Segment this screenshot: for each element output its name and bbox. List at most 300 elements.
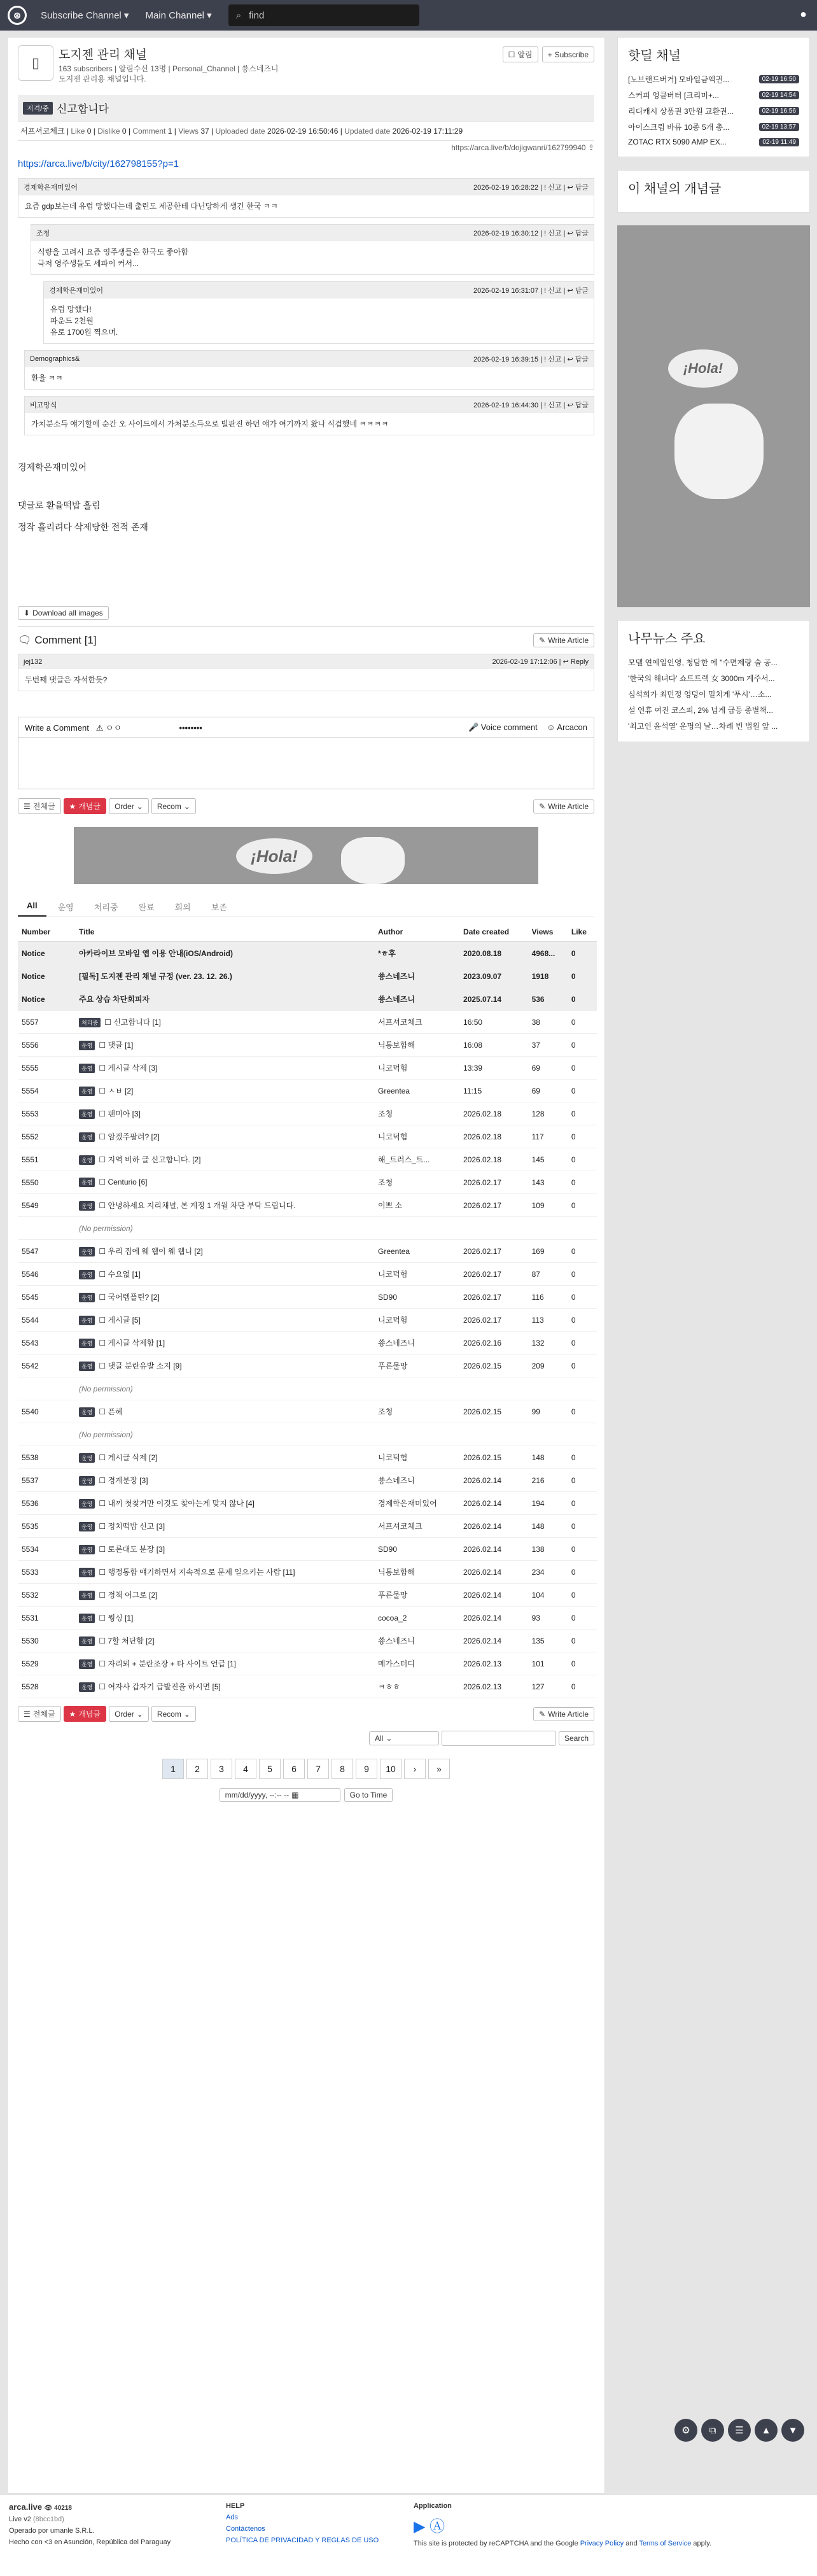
row-number: Notice <box>18 965 75 988</box>
row-title[interactable]: 신고합니다 [1] <box>113 1018 161 1027</box>
channel-owner[interactable]: 쑝스네즈니 <box>241 64 279 73</box>
page-button[interactable]: › <box>404 1759 426 1779</box>
hotdeal-item[interactable] <box>628 103 799 119</box>
pagination <box>8 1759 604 1779</box>
row-title-cell[interactable] <box>75 1217 374 1240</box>
row-title-cell[interactable] <box>75 1148 374 1171</box>
row-number: 5554 <box>18 1080 75 1102</box>
table-row[interactable] <box>18 1034 597 1057</box>
row-title[interactable]: Centurio [6] <box>108 1178 148 1186</box>
page-button[interactable]: 4 <box>235 1759 256 1779</box>
table-row[interactable] <box>18 1515 597 1538</box>
row-author[interactable]: 서프셔코체크 <box>374 1011 459 1034</box>
row-author[interactable]: 이쁘 소 <box>374 1194 459 1217</box>
comment-author[interactable]: jej132 <box>24 658 43 666</box>
calendar-icon: ▦ <box>291 1791 299 1799</box>
footer-ads-link[interactable]: Ads <box>226 2514 238 2521</box>
row-title-cell[interactable] <box>75 1584 374 1607</box>
row-author[interactable]: 쑝스네즈니 <box>374 965 459 988</box>
hotdeal-time: 02-19 13:57 <box>759 123 799 131</box>
hotdeal-item[interactable] <box>628 119 799 135</box>
go-to-time-button[interactable]: Go to Time <box>344 1788 393 1802</box>
comments-title: 🗨 Comment [1] <box>18 634 97 646</box>
row-likes: 0 <box>568 1057 597 1080</box>
news-item[interactable]: 심석희가 최민정 엉덩이 밀치게 '푸시'…소... <box>628 690 772 699</box>
bottom-search-button[interactable]: Search <box>559 1731 594 1745</box>
footer-contact-link[interactable]: Contáctenos <box>226 2525 265 2533</box>
comment-reply-button[interactable]: ↩ Reply <box>562 658 589 666</box>
row-title[interactable]: 암겠주팔려? [2] <box>108 1132 160 1141</box>
search-input[interactable] <box>228 4 419 26</box>
row-likes: 0 <box>568 1446 597 1469</box>
tab-2[interactable]: 처리중 <box>94 903 118 912</box>
arca-logo-icon[interactable]: ⊛ <box>8 6 27 25</box>
row-title-cell[interactable] <box>75 1492 374 1515</box>
article-short-url[interactable] <box>18 143 594 152</box>
page-button[interactable]: 9 <box>356 1759 377 1779</box>
write-article-button[interactable]: ✎ Write Article <box>533 633 594 647</box>
row-title[interactable]: 자리뫼 + 분란조장 + 타 사이트 언급 [1] <box>108 1659 236 1668</box>
embedded-comment-author[interactable]: 비고망식 <box>30 402 57 409</box>
row-views: 209 <box>528 1355 568 1377</box>
subscribe-channel-menu[interactable]: Subscribe Channel ▾ <box>41 10 129 21</box>
row-title[interactable]: [필독] 도지젠 관리 채널 규정 (ver. 23. 12. 26.) <box>79 972 232 981</box>
row-title-cell[interactable] <box>75 1080 374 1102</box>
image-icon: ☐ <box>99 1339 108 1348</box>
table-row[interactable] <box>18 1332 597 1355</box>
channel-info <box>8 38 604 88</box>
row-author[interactable]: 니코덕험 <box>374 1446 459 1469</box>
person-icon[interactable]: ● <box>800 8 807 20</box>
embedded-comment-author[interactable]: 경제학은재미있어 <box>24 184 78 192</box>
settings-gear-icon[interactable]: ⚙ <box>674 2419 697 2442</box>
row-title-cell[interactable] <box>75 988 374 1011</box>
row-title[interactable]: ㅅㅂ [2] <box>108 1087 134 1095</box>
row-category-badge: 운영 <box>79 1270 95 1279</box>
ad-banner[interactable] <box>74 827 538 884</box>
row-title[interactable]: 게시글 삭제 [3] <box>108 1064 158 1073</box>
row-author[interactable]: 닉통보합해 <box>374 1561 459 1584</box>
recom-select-b[interactable]: Recom ⌄ <box>151 1706 196 1722</box>
table-row[interactable] <box>18 1584 597 1607</box>
row-title-cell[interactable] <box>75 1469 374 1492</box>
row-title-cell[interactable] <box>75 1034 374 1057</box>
best-title[interactable]: 이 채널의 개념글 <box>628 182 722 196</box>
hotdeal-title[interactable]: 핫딜 채널 <box>628 49 681 63</box>
row-number: 5544 <box>18 1309 75 1332</box>
row-title[interactable]: 안녕하세요 지리채널, 본 계정 1 개월 차단 부탁 드립니다. <box>108 1201 296 1210</box>
tab-0[interactable]: All <box>18 897 46 917</box>
row-title-cell[interactable] <box>75 1057 374 1080</box>
row-author[interactable]: 닉통보합해 <box>374 1034 459 1057</box>
table-row[interactable] <box>18 1263 597 1286</box>
row-author[interactable]: 니코덕험 <box>374 1263 459 1286</box>
comment-textarea[interactable] <box>18 738 594 789</box>
row-author[interactable]: 쑝스네즈니 <box>374 1629 459 1652</box>
row-title[interactable]: 정치떡밥 신고 [3] <box>108 1522 165 1531</box>
report-button[interactable]: 신고 <box>548 356 562 363</box>
row-title[interactable]: 픈헤 <box>108 1407 123 1416</box>
row-author[interactable]: 경제학은재미있어 <box>374 1492 459 1515</box>
password-input[interactable]: •••••••• <box>179 723 202 733</box>
page-button[interactable]: 6 <box>283 1759 305 1779</box>
page-button[interactable]: 1 <box>162 1759 184 1779</box>
embedded-comment-time: 2026-02-19 16:44:30 <box>473 402 539 409</box>
row-likes: 0 <box>568 1080 597 1102</box>
date-placeholder: mm/dd/yyyy, --:-- -- <box>225 1791 290 1799</box>
copy-icon[interactable]: ⧉ <box>701 2419 724 2442</box>
row-author[interactable]: SD90 <box>374 1538 459 1561</box>
row-title[interactable]: 댓글 [1] <box>108 1041 134 1050</box>
row-title-cell[interactable] <box>75 1286 374 1309</box>
hotdeal-item[interactable] <box>628 71 799 87</box>
row-views: 145 <box>528 1148 568 1171</box>
row-title-cell[interactable] <box>75 1263 374 1286</box>
row-views: 169 <box>528 1240 568 1263</box>
page-button[interactable]: 5 <box>259 1759 281 1779</box>
row-title-cell[interactable] <box>75 1561 374 1584</box>
voice-comment-button[interactable]: Voice comment <box>480 722 538 732</box>
news-item[interactable]: 모델 연예일인영, 청담한 에 "수면제랑 술 공... <box>628 658 778 667</box>
row-date: 2026.02.17 <box>459 1309 528 1332</box>
main-content <box>7 37 605 2494</box>
tab-3[interactable]: 완료 <box>138 903 155 912</box>
captcha-icon: ⚠ <box>95 723 104 733</box>
row-author[interactable]: Greentea <box>374 1240 459 1263</box>
row-title-cell[interactable] <box>75 965 374 988</box>
table-row[interactable] <box>18 1607 597 1629</box>
all-posts-label: 전체글 <box>32 802 55 811</box>
table-row[interactable] <box>18 1400 597 1423</box>
comment-text: 두번째 댓글은 자석한듯? <box>25 675 108 684</box>
row-title[interactable]: 우리 집에 웨 웹이 웨 웹니 [2] <box>108 1247 203 1256</box>
comment-list <box>18 654 594 691</box>
page-button[interactable]: 10 <box>380 1759 402 1779</box>
comment-label: Comment <box>132 127 166 136</box>
footer-operator: Operado por umanle S.R.L. <box>9 2527 95 2535</box>
row-title-cell[interactable] <box>75 1309 374 1332</box>
row-title[interactable]: 게시글 삭제함 [1] <box>108 1339 165 1348</box>
table-row[interactable] <box>18 942 597 965</box>
all-posts-button[interactable]: ☰ 전체글 <box>18 798 61 814</box>
short-url-text: https://arca.live/b/dojigwanri/162799940 <box>451 143 586 152</box>
row-number: 5528 <box>18 1675 75 1698</box>
row-author[interactable]: *ㅎ후 <box>374 942 459 965</box>
row-likes <box>568 1377 597 1400</box>
row-title[interactable]: 토론대도 분장 [3] <box>108 1545 165 1554</box>
row-author[interactable]: 푸른물망 <box>374 1584 459 1607</box>
hotdeal-title-text: 리디캐시 상품권 3만원 교환권... <box>628 107 734 116</box>
row-category-badge: 운영 <box>79 1453 95 1463</box>
news-item[interactable]: '최고인 윤석열' 운명의 날…차례 빈 법원 앞 ... <box>628 722 778 731</box>
table-row[interactable] <box>18 1011 597 1034</box>
row-views: 127 <box>528 1675 568 1698</box>
row-title[interactable]: 뭥싱 [1] <box>108 1614 134 1622</box>
table-row[interactable] <box>18 1309 597 1332</box>
row-title[interactable]: 7할 처단함 [2] <box>108 1636 155 1645</box>
smile-icon[interactable]: ☺ <box>547 722 555 732</box>
side-ad[interactable] <box>617 225 810 607</box>
row-title-cell[interactable] <box>75 1125 374 1148</box>
row-date: 2026.02.17 <box>459 1240 528 1263</box>
table-row[interactable] <box>18 1057 597 1080</box>
row-author[interactable] <box>374 1377 459 1400</box>
alarm-button[interactable]: ☐ 알림 <box>503 46 538 62</box>
search-scope-select[interactable]: All ⌄ <box>369 1731 439 1745</box>
row-title-cell[interactable] <box>75 1011 374 1034</box>
report-button[interactable]: 신고 <box>548 402 562 409</box>
order-select-b[interactable]: Order ⌄ <box>109 1706 149 1722</box>
row-title[interactable]: 게시글 삭제 [2] <box>108 1453 158 1462</box>
row-title[interactable]: (No permission) <box>79 1223 133 1233</box>
embedded-comment-author[interactable]: 경제학은재미있어 <box>49 287 104 295</box>
row-author[interactable]: 해_트러스_트... <box>374 1148 459 1171</box>
row-title-cell[interactable] <box>75 1171 374 1194</box>
row-views: 536 <box>528 988 568 1011</box>
embedded-comment-head <box>18 179 594 195</box>
table-row[interactable] <box>18 988 597 1011</box>
news-item[interactable]: '한국의 해녀다' 쇼트트랙 女 3000m 계주서... <box>628 674 775 683</box>
row-title[interactable]: 내끼 첫찾거만 이것도 찾아는게 맞지 않나 [4] <box>108 1499 255 1508</box>
table-row[interactable] <box>18 1217 597 1240</box>
row-title[interactable]: 팬미아 [3] <box>108 1109 141 1118</box>
footer-site: arca.live <box>9 2502 43 2512</box>
row-title-cell[interactable] <box>75 942 374 965</box>
row-title-cell[interactable] <box>75 1652 374 1675</box>
row-title[interactable]: 주요 상습 차단회피자 <box>79 995 150 1004</box>
row-title-cell[interactable] <box>75 1194 374 1217</box>
row-author[interactable] <box>374 1217 459 1240</box>
search-scope-label: All <box>374 1734 384 1743</box>
views-label: Views <box>178 127 199 136</box>
recom-select[interactable]: Recom ⌄ <box>151 798 196 814</box>
row-author[interactable]: 니코덕험 <box>374 1125 459 1148</box>
table-row[interactable] <box>18 1377 597 1400</box>
row-title-cell[interactable] <box>75 1355 374 1377</box>
row-title-cell[interactable] <box>75 1240 374 1263</box>
row-title[interactable]: 여자사 갑자기 급발진을 하시면 [5] <box>108 1682 221 1691</box>
row-author[interactable] <box>374 1423 459 1446</box>
embedded-comment-head <box>25 351 594 367</box>
report-button[interactable]: 신고 <box>548 230 562 237</box>
reply-button[interactable]: 답글 <box>575 184 589 192</box>
write-article-button-2[interactable]: ✎ Write Article <box>533 799 594 813</box>
nickname-input[interactable]: ㅇㅇ <box>106 723 122 733</box>
row-title-cell[interactable] <box>75 1332 374 1355</box>
column-header: Views <box>528 922 568 942</box>
table-row[interactable] <box>18 1355 597 1377</box>
row-author[interactable]: 서프셔코체크 <box>374 1515 459 1538</box>
arcacon-button[interactable]: Arcacon <box>557 722 587 732</box>
row-title[interactable]: 수요없 [1] <box>108 1270 141 1279</box>
table-row[interactable] <box>18 1675 597 1698</box>
row-title-cell[interactable] <box>75 1629 374 1652</box>
news-list <box>628 654 799 734</box>
row-author[interactable]: 쑝스네즈니 <box>374 1332 459 1355</box>
page-button[interactable]: 3 <box>211 1759 232 1779</box>
row-title[interactable]: 지역 비하 글 신고합니다. [2] <box>108 1155 201 1164</box>
row-author[interactable]: 쑝스네즈니 <box>374 988 459 1011</box>
row-title-cell[interactable] <box>75 1446 374 1469</box>
list-icon[interactable]: ☰ <box>728 2419 751 2442</box>
table-row[interactable] <box>18 1446 597 1469</box>
footer-terms-link[interactable]: Terms of Service <box>639 2540 692 2547</box>
row-title[interactable]: 경계분장 [3] <box>108 1476 148 1485</box>
news-item[interactable]: 설 연휴 여진 코스피, 2% 넘게 급등 종별책... <box>628 706 773 715</box>
row-title-cell[interactable] <box>75 1675 374 1698</box>
scroll-down-icon[interactable]: ▼ <box>781 2419 804 2442</box>
page-button[interactable]: » <box>428 1759 450 1779</box>
hotdeal-item[interactable] <box>628 135 799 149</box>
row-title-cell[interactable] <box>75 1423 374 1446</box>
table-row[interactable] <box>18 1080 597 1102</box>
page-button[interactable]: 7 <box>307 1759 329 1779</box>
row-author[interactable]: 쑝스네즈니 <box>374 1469 459 1492</box>
row-author[interactable]: SD90 <box>374 1286 459 1309</box>
row-author[interactable]: 푸른물망 <box>374 1355 459 1377</box>
report-button[interactable]: 신고 <box>548 287 562 295</box>
row-views: 128 <box>528 1102 568 1125</box>
google-play-icon[interactable]: ▶ <box>414 2518 426 2535</box>
footer: arca.live 👁 40218 Live v2 (8bcc1bd) Operado por umanle S.R.L. Hecho con <3 en Asunción, República del Paraguay HELP Ads Contáctenos POLÍTICA DE PRIVACIDAD Y REGLAS DE USO Application ▶ Ⓐ This site is protected by reCAPTCHA and the Google Privacy Policy and Terms of Service apply. <box>0 2494 817 2576</box>
row-author[interactable]: 조청 <box>374 1102 459 1125</box>
article-title: 신고합니다 <box>56 103 109 115</box>
row-title[interactable]: 국어템플린? [2] <box>108 1293 160 1302</box>
table-row[interactable] <box>18 1102 597 1125</box>
embedded-comment <box>24 396 594 435</box>
row-title[interactable]: (No permission) <box>79 1384 133 1393</box>
table-row[interactable] <box>18 1286 597 1309</box>
row-title[interactable]: 정책 어그로 [2] <box>108 1591 158 1600</box>
embedded-comment-author[interactable]: 조청 <box>36 230 50 237</box>
row-views <box>528 1377 568 1400</box>
hotdeal-item[interactable] <box>628 87 799 103</box>
order-label-b: Order <box>115 1709 134 1719</box>
row-title-cell[interactable] <box>75 1377 374 1400</box>
row-title[interactable]: 아카라이브 모바일 앱 이용 안내(iOS/Android) <box>79 949 234 958</box>
reply-button[interactable]: 답글 <box>575 230 589 237</box>
row-category-badge: 운영 <box>79 1636 95 1646</box>
side-hola-bubble: ¡Hola! <box>668 349 738 388</box>
row-author[interactable]: 니코덕험 <box>374 1309 459 1332</box>
footer-count: 40218 <box>54 2505 72 2512</box>
page-button[interactable]: 8 <box>332 1759 353 1779</box>
footer-apply: apply. <box>691 2540 711 2547</box>
row-title[interactable]: 댓글 분란유발 소지 [9] <box>108 1362 182 1370</box>
download-all-label: Download all images <box>32 609 103 617</box>
write-article-button-3[interactable]: ✎ Write Article <box>533 1707 594 1721</box>
article-author[interactable]: 서프셔코체크 <box>20 127 65 136</box>
row-author[interactable]: 니코덕험 <box>374 1057 459 1080</box>
row-title-cell[interactable] <box>75 1515 374 1538</box>
order-select[interactable]: Order ⌄ <box>109 798 149 814</box>
row-category-badge: 운영 <box>79 1155 95 1165</box>
microphone-icon[interactable]: 🎤 <box>468 722 479 732</box>
row-views: 87 <box>528 1263 568 1286</box>
row-number: 5542 <box>18 1355 75 1377</box>
download-all-button[interactable]: ⬇ Download all images <box>18 606 109 620</box>
table-row[interactable] <box>18 1538 597 1561</box>
footer-build: (8bcc1bd) <box>32 2516 64 2523</box>
app-store-icon[interactable]: Ⓐ <box>429 2518 445 2535</box>
subscribe-button[interactable]: + Subscribe <box>542 46 594 62</box>
embedded-comment-head <box>31 225 594 241</box>
reply-button[interactable]: 답글 <box>575 402 589 409</box>
row-author[interactable]: 조청 <box>374 1400 459 1423</box>
row-author[interactable]: ㅋㅎㅎ <box>374 1675 459 1698</box>
row-title[interactable]: (No permission) <box>79 1430 133 1439</box>
row-title-cell[interactable] <box>75 1538 374 1561</box>
footer-privacy-link[interactable]: Privacy Policy <box>580 2540 624 2547</box>
row-author[interactable]: 조청 <box>374 1171 459 1194</box>
table-row[interactable] <box>18 1492 597 1515</box>
image-icon: ☐ <box>99 1201 108 1210</box>
table-row[interactable] <box>18 1469 597 1492</box>
embedded-comment-time: 2026-02-19 16:39:15 <box>473 356 539 363</box>
channel-title[interactable]: 도지젠 관리 채널 <box>59 48 148 62</box>
share-icon[interactable]: ⇪ <box>587 143 594 152</box>
row-date: 2026.02.14 <box>459 1492 528 1515</box>
article-link[interactable]: https://arca.live/b/city/162798155?p=1 <box>18 158 179 169</box>
row-number: 5551 <box>18 1148 75 1171</box>
image-icon: ☐ <box>99 1545 108 1554</box>
footer-help: HELP <box>226 2502 245 2510</box>
table-row[interactable] <box>18 1171 597 1194</box>
news-title[interactable]: 나무뉴스 주요 <box>628 632 706 646</box>
table-row[interactable] <box>18 1629 597 1652</box>
table-row[interactable] <box>18 1148 597 1171</box>
page-button[interactable]: 2 <box>186 1759 208 1779</box>
row-title[interactable]: 게시글 [5] <box>108 1316 141 1325</box>
date-input[interactable] <box>220 1788 340 1802</box>
row-author[interactable]: 메가스터디 <box>374 1652 459 1675</box>
row-date: 2020.08.18 <box>459 942 528 965</box>
tab-5[interactable]: 보존 <box>211 903 227 912</box>
tab-1[interactable]: 운영 <box>57 903 74 912</box>
reply-button[interactable]: 답글 <box>575 287 589 295</box>
best-posts-button-b[interactable]: ★ 개념글 <box>64 1706 107 1722</box>
best-posts-button[interactable]: ★ 개념글 <box>64 798 107 814</box>
main-channel-menu[interactable]: Main Channel ▾ <box>145 10 212 21</box>
row-title[interactable]: 행정통합 얘기하면서 지속적으로 문제 일으키는 사람 [11] <box>108 1568 295 1577</box>
row-number: 5550 <box>18 1171 75 1194</box>
table-row[interactable] <box>18 1423 597 1446</box>
reply-button[interactable]: 답글 <box>575 356 589 363</box>
table-row[interactable] <box>18 1240 597 1263</box>
tab-4[interactable]: 회의 <box>174 903 191 912</box>
table-row[interactable] <box>18 1125 597 1148</box>
all-posts-button-b[interactable]: ☰ 전체글 <box>18 1706 61 1722</box>
row-title-cell[interactable] <box>75 1102 374 1125</box>
row-author[interactable]: cocoa_2 <box>374 1607 459 1629</box>
image-icon: ☐ <box>99 1132 108 1141</box>
table-row[interactable] <box>18 965 597 988</box>
embedded-comment-author[interactable]: Demographics& <box>30 355 80 363</box>
scroll-up-icon[interactable]: ▲ <box>755 2419 778 2442</box>
image-icon: ☐ <box>99 1407 108 1416</box>
table-row[interactable] <box>18 1561 597 1584</box>
footer-policy-link[interactable]: POLÍTICA DE PRIVACIDAD Y REGLAS DE USO <box>226 2537 379 2544</box>
row-author[interactable]: Greentea <box>374 1080 459 1102</box>
row-title-cell[interactable] <box>75 1400 374 1423</box>
row-title-cell[interactable] <box>75 1607 374 1629</box>
bottom-search-input[interactable] <box>442 1731 556 1746</box>
report-button[interactable]: 신고 <box>548 184 562 192</box>
board-controls-top <box>18 798 594 814</box>
table-row[interactable] <box>18 1194 597 1217</box>
table-row[interactable] <box>18 1652 597 1675</box>
row-date: 2026.02.14 <box>459 1584 528 1607</box>
